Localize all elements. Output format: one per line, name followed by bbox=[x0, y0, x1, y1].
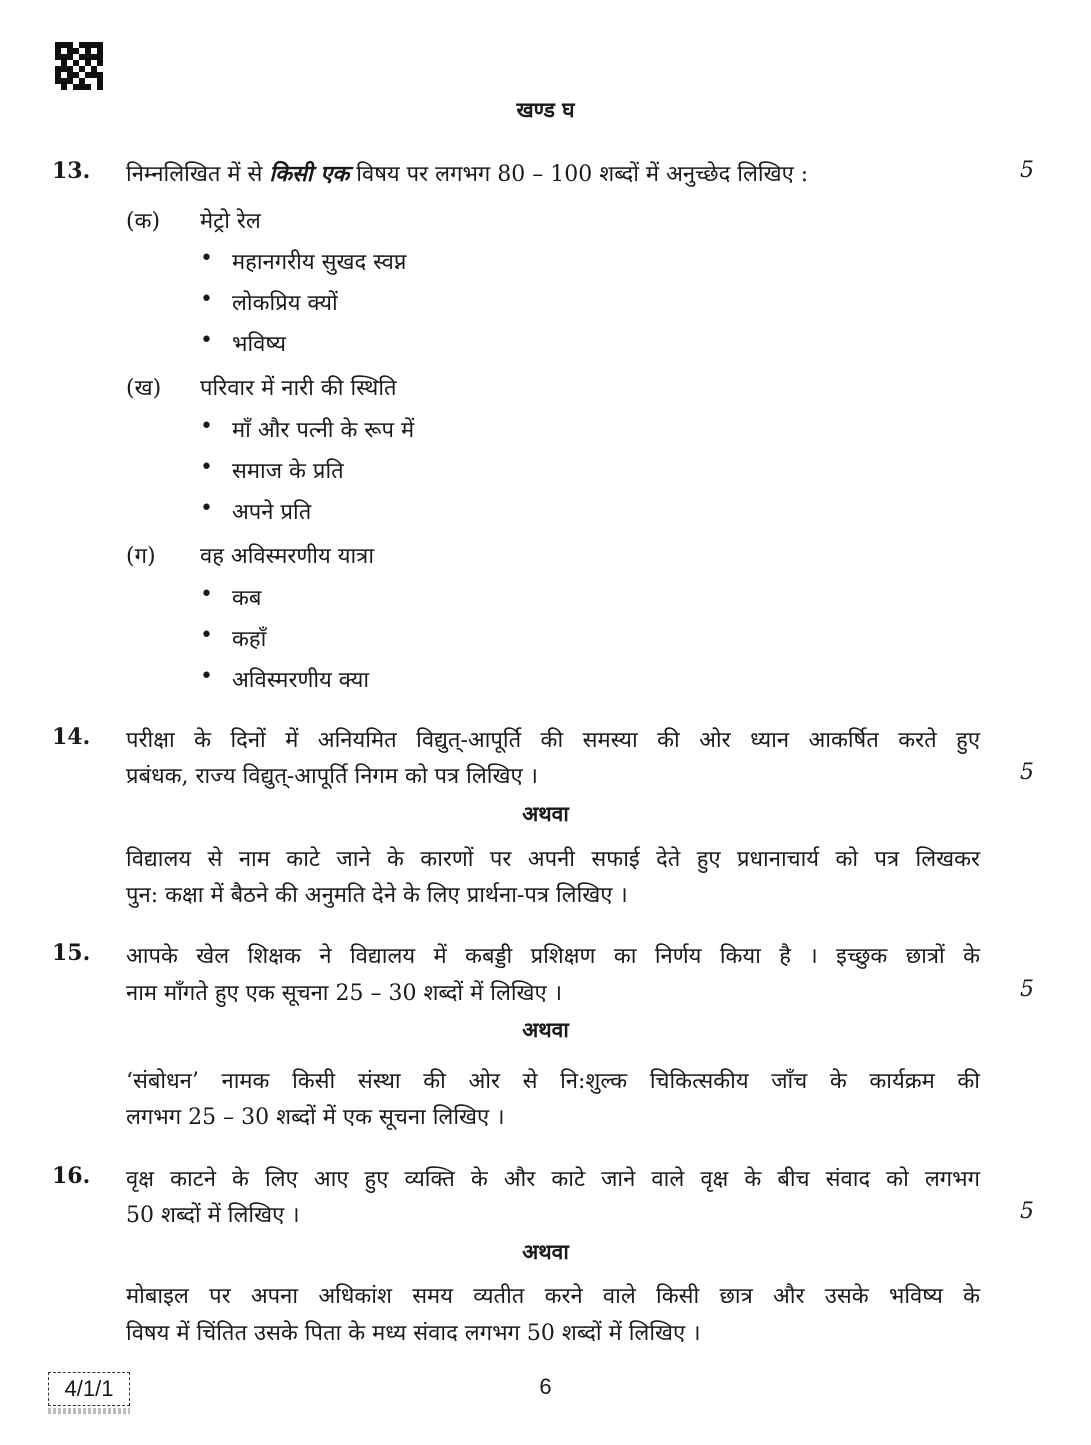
q15-line: आपके खेल शिक्षक ने विद्यालय में कबड्डी प्रशिक्षण का निर्णय किया है । इच्छुक छात्रों के bbox=[126, 944, 980, 969]
bullet-icon: • bbox=[200, 246, 213, 271]
q13-option-title: परिवार में नारी की स्थिति bbox=[200, 376, 397, 401]
bullet-icon: • bbox=[200, 287, 213, 312]
q13-option-label: (ख) bbox=[126, 376, 162, 401]
question-number-16: 16. bbox=[52, 1163, 91, 1189]
q13-point: अपने प्रति bbox=[232, 500, 312, 525]
q15-marks: 5 bbox=[1020, 977, 1034, 1002]
q13-point: कब bbox=[232, 586, 262, 611]
qr-code-icon bbox=[55, 42, 103, 90]
q13-point: कहाँ bbox=[232, 627, 267, 652]
q13-point: समाज के प्रति bbox=[232, 459, 344, 484]
or-divider: अथवा bbox=[522, 1017, 569, 1042]
or-divider: अथवा bbox=[522, 801, 569, 826]
q16-line: 50 शब्दों में लिखिए । bbox=[126, 1203, 300, 1228]
bullet-icon: • bbox=[200, 496, 213, 521]
bullet-icon: • bbox=[200, 582, 213, 607]
q13-point: भविष्य bbox=[232, 332, 286, 357]
q13-point: अविस्मरणीय क्या bbox=[232, 668, 370, 693]
page-number: 6 bbox=[539, 1374, 552, 1399]
question-number-15: 15. bbox=[52, 940, 91, 966]
bullet-icon: • bbox=[200, 328, 213, 353]
q14-line: परीक्षा के दिनों में अनियमित विद्युत्-आपूर्ति की समस्या की ओर ध्यान आकर्षित करते हुए bbox=[126, 728, 980, 753]
q13-option-label: (ग) bbox=[126, 544, 156, 569]
bullet-icon: • bbox=[200, 623, 213, 648]
q14-line: प्रबंधक, राज्य विद्युत्-आपूर्ति निगम को पत्र लिखिए । bbox=[126, 764, 538, 789]
q16-marks: 5 bbox=[1020, 1199, 1034, 1224]
q16-alt-line: विषय में चिंतित उसके पिता के मध्य संवाद लगभग 50 शब्दों में लिखिए । bbox=[126, 1321, 701, 1346]
q15-alt-line: ‘संबोधन’ नामक किसी संस्था की ओर से नि:शुल्क चिकित्सकीय जाँच के कार्यक्रम की bbox=[126, 1069, 980, 1094]
q14-alt-line: पुन: कक्षा में बैठने की अनुमति देने के लिए प्रार्थना-पत्र लिखिए । bbox=[126, 883, 628, 908]
q16-alt-line: मोबाइल पर अपना अधिकांश समय व्यतीत करने वाले किसी छात्र और उसके भविष्य के bbox=[126, 1284, 980, 1309]
q13-instruction: निम्नलिखित में से किसी एक विषय पर लगभग 80 – 100 शब्दों में अनुच्छेद लिखिए : bbox=[126, 161, 809, 187]
q13-point: माँ और पत्नी के रूप में bbox=[232, 418, 415, 443]
section-title: खण्ड घ bbox=[516, 97, 575, 122]
q13-point: महानगरीय सुखद स्वप्न bbox=[232, 250, 407, 275]
q15-alt-line: लगभग 25 – 30 शब्दों में एक सूचना लिखिए । bbox=[126, 1105, 505, 1130]
q13-option-label: (क) bbox=[126, 209, 161, 234]
question-number-13: 13. bbox=[52, 158, 91, 184]
q14-alt-line: विद्यालय से नाम काटे जाने के कारणों पर अपनी सफाई देते हुए प्रधानाचार्य को पत्र लिखकर bbox=[126, 847, 980, 872]
bullet-icon: • bbox=[200, 664, 213, 689]
q13-point: लोकप्रिय क्यों bbox=[232, 291, 338, 316]
q13-option-title: मेट्रो रेल bbox=[200, 209, 261, 234]
bullet-icon: • bbox=[200, 455, 213, 480]
paper-code: 4/1/1 bbox=[48, 1372, 130, 1406]
q13-option-title: वह अविस्मरणीय यात्रा bbox=[200, 544, 375, 569]
bullet-icon: • bbox=[200, 414, 213, 439]
question-number-14: 14. bbox=[52, 724, 91, 750]
q16-line: वृक्ष काटने के लिए आए हुए व्यक्ति के और काटे जाने वाले वृक्ष के बीच संवाद को लगभग bbox=[126, 1167, 980, 1192]
q15-line: नाम माँगते हुए एक सूचना 25 – 30 शब्दों में लिखिए । bbox=[126, 981, 563, 1006]
q13-marks: 5 bbox=[1020, 158, 1034, 183]
footer-barcode-strip bbox=[48, 1408, 130, 1414]
or-divider: अथवा bbox=[522, 1239, 569, 1264]
q14-marks: 5 bbox=[1020, 760, 1034, 785]
